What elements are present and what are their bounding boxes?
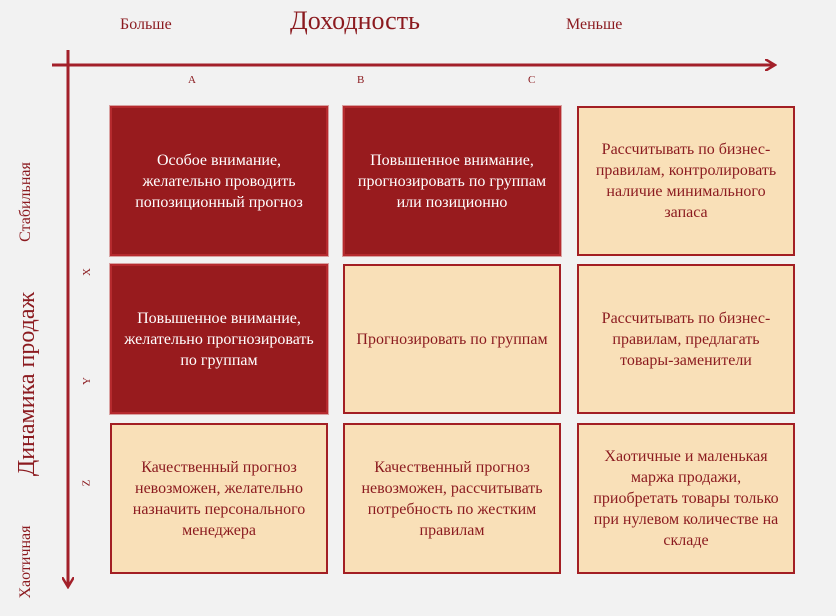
- cell-cx: Рассчитывать по бизнес-правилам, контролировать наличие минимального запаса: [577, 106, 795, 256]
- less-label: Меньше: [566, 16, 623, 33]
- cell-cz: Хаотичные и маленькая маржа продажи, приобретать товары только при нулевом количестве на складе: [577, 423, 795, 574]
- cell-bx: Повышенное внимание, прогнозировать по группам или позиционно: [343, 106, 561, 256]
- profitability-title: Доходность: [290, 6, 420, 35]
- column-label-c: C: [528, 74, 536, 86]
- cell-ay: Повышенное внимание, желательно прогнозировать по группам: [110, 264, 328, 414]
- row-label-x: X: [80, 268, 93, 276]
- column-label-a: A: [188, 74, 196, 86]
- sales-dynamics-title: Динамика продаж: [14, 291, 40, 477]
- cell-az: Качественный прогноз невозможен, желательно назначить персонального менеджера: [110, 423, 328, 574]
- cell-by: Прогнозировать по группам: [343, 264, 561, 414]
- column-label-b: B: [357, 74, 365, 86]
- stable-label: Стабильная: [17, 162, 34, 242]
- row-label-z: Z: [80, 479, 93, 487]
- cell-bz: Качественный прогноз невозможен, рассчитывать потребность по жестким правилам: [343, 423, 561, 574]
- cell-cy: Рассчитывать по бизнес-правилам, предлагать товары-заменители: [577, 264, 795, 414]
- more-label: Больше: [120, 16, 172, 33]
- cell-ax: Особое внимание, желательно проводить попозиционный прогноз: [110, 106, 328, 256]
- row-label-y: Y: [80, 377, 93, 385]
- chaotic-label: Хаотичная: [17, 525, 34, 599]
